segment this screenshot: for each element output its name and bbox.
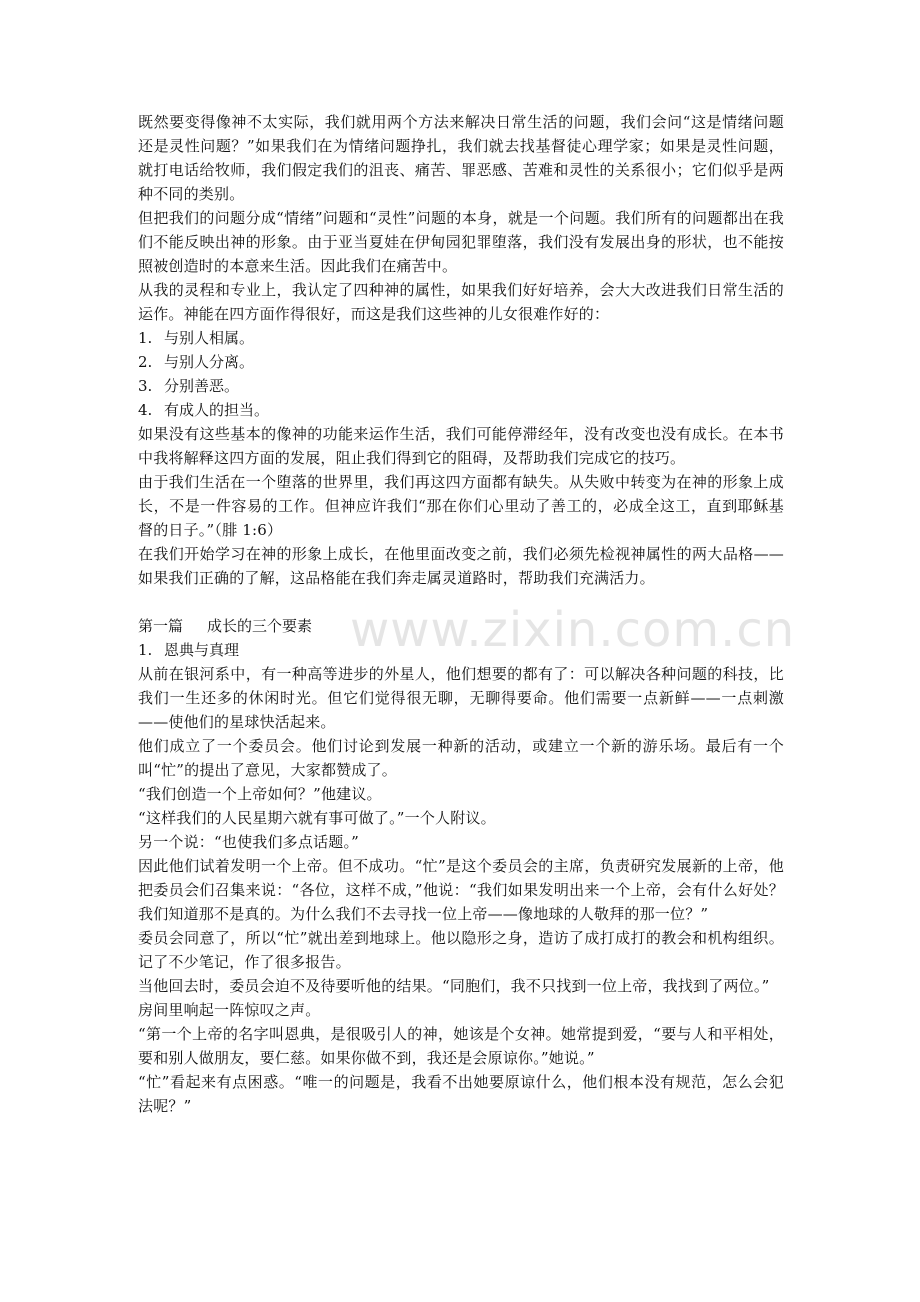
list-item-text: 与别人相属。 <box>164 329 255 347</box>
chapter-heading <box>138 638 784 662</box>
list-item-number: 3. <box>138 377 153 395</box>
story-paragraph-6: 因此他们试着发明一个上帝。但不成功。“忙”是这个委员会的主席，负责研究发展新的上帝，他把委员会们召集来说：“各位，这样不成，”他说：“我们如果发明出来一个上帝，会有什么好处？我们知道那不是真的。为什么我们不去寻找一位上帝——像地球的人敬拜的那一位？” <box>138 857 784 923</box>
story-paragraph-11: “忙”看起来有点困惑。“唯一的问题是，我看不出她要原谅什么，他们根本没有规范，怎么会犯法呢？” <box>138 1073 784 1115</box>
watermark: www.zixin.com.cn <box>350 602 796 658</box>
story-paragraph-3: “我们创造一个上帝如何？”他建议。 <box>138 785 382 803</box>
document-page <box>138 110 784 1118</box>
list-item-number: 1. <box>138 329 153 347</box>
body-paragraph-2: 由于我们生活在一个堕落的世界里，我们再这四方面都有缺失。从失败中转变为在神的形象上成长，不是一件容易的工作。但神应许我们“那在你们心里动了善工的，必成全这工，直到耶稣基督的日子。”（腓 1:6） <box>138 473 784 539</box>
part-title: 成长的三个要素 <box>207 617 313 635</box>
intro-paragraph-3: 从我的灵程和专业上，我认定了四种神的属性，如果我们好好培养，会大大改进我们日常生活的运作。神能在四方面作得很好，而这是我们这些神的儿女很难作好的： <box>138 281 784 323</box>
story-paragraph-4: “这样我们的人民星期六就有事可做了。”一个人附议。 <box>138 809 496 827</box>
story-paragraph-9: 房间里响起一阵惊叹之声。 <box>138 1001 321 1019</box>
list-item <box>138 374 784 398</box>
story-paragraph-10: “第一个上帝的名字叫恩典，是很吸引人的神，她该是个女神。她常提到爱，“要与人和平相处，要和别人做朋友，要仁慈。如果你做不到，我还是会原谅你。”她说。” <box>138 1025 784 1067</box>
chapter-title: 恩典与真理 <box>164 641 240 659</box>
list-item <box>138 326 784 350</box>
intro-paragraph-1: 既然要变得像神不太实际，我们就用两个方法来解决日常生活的问题，我们会问“这是情绪问题还是灵性问题？”如果我们在为情绪问题挣扎，我们就去找基督徒心理学家；如果是灵性问题，就打电话给牧师，我们假定我们的沮丧、痛苦、罪恶感、苦难和灵性的关系很小；它们似乎是两种不同的类别。 <box>138 113 784 203</box>
list-item-text: 分别善恶。 <box>164 377 240 395</box>
story-paragraph-5: 另一个说：“也使我们多点话题。” <box>138 833 360 851</box>
body-paragraph-3: 在我们开始学习在神的形象上成长，在他里面改变之前，我们必须先检视神属性的两大品格——如果我们正确的了解，这品格能在我们奔走属灵道路时，帮助我们充满活力。 <box>138 545 784 587</box>
part-label: 第一篇 <box>138 617 184 635</box>
chapter-number: 1. <box>138 641 153 659</box>
part-heading <box>138 614 784 638</box>
story-paragraph-7: 委员会同意了，所以“忙”就出差到地球上。他以隐形之身，造访了成打成打的教会和机构组织。记了不少笔记，作了很多报告。 <box>138 929 784 971</box>
list-item <box>138 350 784 374</box>
list-item-text: 有成人的担当。 <box>164 401 270 419</box>
section-spacer <box>138 590 784 614</box>
story-paragraph-8: 当他回去时，委员会迫不及待要听他的结果。“同胞们，我不只找到一位上帝，我找到了两位。” <box>138 977 770 995</box>
list-item-number: 2. <box>138 353 153 371</box>
story-paragraph-1: 从前在银河系中，有一种高等进步的外星人，他们想要的都有了：可以解决各种问题的科技，比我们一生还多的休闲时光。但它们觉得很无聊，无聊得要命。他们需要一点新鲜——一点刺激——使他们的星球快活起来。 <box>138 665 784 731</box>
body-paragraph-1: 如果没有这些基本的像神的功能来运作生活，我们可能停滞经年，没有改变也没有成长。在本书中我将解释这四方面的发展，阻止我们得到它的阻碍，及帮助我们完成它的技巧。 <box>138 425 784 467</box>
story-paragraph-2: 他们成立了一个委员会。他们讨论到发展一种新的活动，或建立一个新的游乐场。最后有一个叫“忙”的提出了意见，大家都赞成了。 <box>138 737 784 779</box>
attribute-list <box>138 326 784 422</box>
intro-paragraph-2: 但把我们的问题分成“情绪”问题和“灵性”问题的本身，就是一个问题。我们所有的问题都出在我们不能反映出神的形象。由于亚当夏娃在伊甸园犯罪堕落，我们没有发展出身的形状，也不能按照被创造时的本意来生活。因此我们在痛苦中。 <box>138 209 784 275</box>
list-item <box>138 398 784 422</box>
list-item-number: 4. <box>138 401 153 419</box>
list-item-text: 与别人分离。 <box>164 353 255 371</box>
